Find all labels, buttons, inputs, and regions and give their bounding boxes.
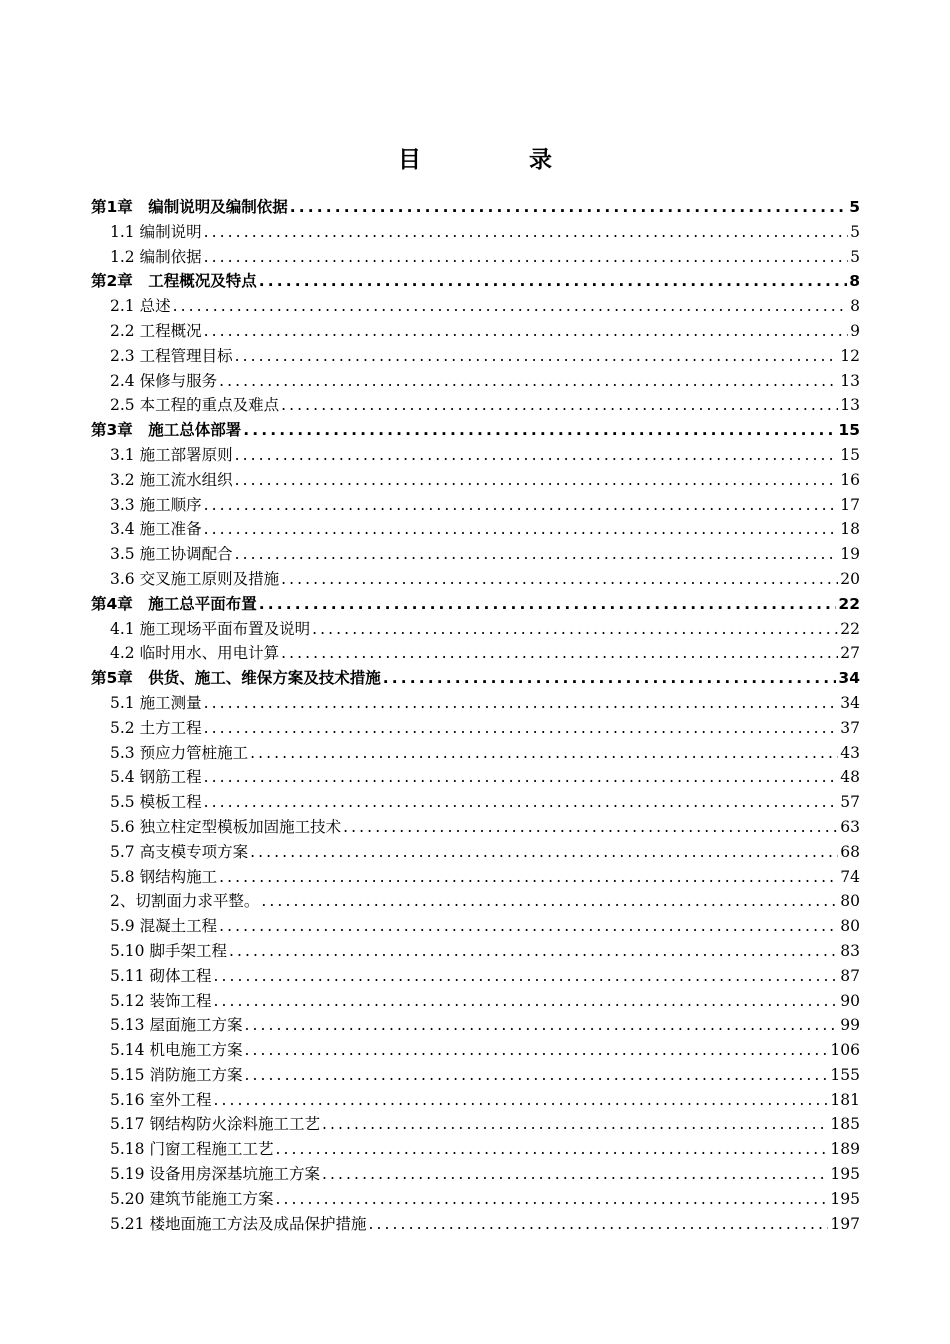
toc-page-number: 195 [830,1189,860,1208]
toc-dot-leader [312,617,838,642]
toc-page-number: 90 [840,991,860,1010]
toc-dot-leader [204,220,849,245]
toc-dot-leader [244,1063,828,1088]
toc-chapter-entry[interactable] [91,195,860,220]
toc-dot-leader [275,1187,828,1212]
toc-dot-leader [235,443,839,468]
toc-page-number: 12 [840,346,860,365]
toc-section-entry[interactable] [91,716,860,741]
toc-entry-title: 3.5 施工协调配合 [110,545,233,564]
toc-page-number: 197 [830,1214,860,1233]
toc-page-number: 34 [840,693,860,712]
toc-page-number: 5 [850,222,860,241]
toc-dot-leader [261,889,838,914]
toc-entry-title: 5.5 模板工程 [110,793,202,812]
toc-dot-leader [204,716,839,741]
toc-list [91,195,860,1236]
toc-entry-title: 5.20 建筑节能施工方案 [110,1189,274,1208]
toc-section-entry[interactable] [91,1088,860,1113]
toc-page-number: 80 [840,917,860,936]
toc-dot-leader [244,1038,828,1063]
toc-entry-title: 5.10 脚手架工程 [110,941,227,960]
toc-page-number: 185 [830,1115,860,1134]
toc-dot-leader [204,493,839,518]
toc-section-entry[interactable] [91,889,860,914]
toc-dot-leader [204,691,839,716]
toc-page-number: 57 [840,793,860,812]
toc-dot-leader [244,1013,838,1038]
toc-section-entry[interactable] [91,517,860,542]
toc-entry-title: 5.11 砌体工程 [110,966,212,985]
toc-section-entry[interactable] [91,344,860,369]
toc-page-number: 195 [830,1165,860,1184]
toc-entry-title: 4.2 临时用水、用电计算 [110,644,280,663]
toc-section-entry[interactable] [91,840,860,865]
toc-dot-leader [204,790,839,815]
toc-entry-title: 5.19 设备用房深基坑施工方案 [110,1165,320,1184]
toc-entry-title: 2.4 保修与服务 [110,371,218,390]
toc-section-entry[interactable] [91,641,860,666]
toc-entry-title: 5.1 施工测量 [110,693,202,712]
toc-entry-title: 第3章 施工总体部署 [91,421,242,440]
toc-section-entry[interactable] [91,294,860,319]
toc-entry-title: 5.7 高支模专项方案 [110,842,249,861]
toc-dot-leader [219,369,838,394]
toc-section-entry[interactable] [91,691,860,716]
toc-page-number: 83 [840,941,860,960]
toc-entry-title: 1.2 编制依据 [110,247,202,266]
toc-page-number: 68 [840,842,860,861]
toc-dot-leader [281,393,838,418]
toc-entry-title: 2.2 工程概况 [110,321,202,340]
toc-section-entry[interactable] [91,741,860,766]
toc-section-entry[interactable] [91,542,860,567]
toc-dot-leader [219,914,838,939]
toc-section-entry[interactable] [91,1112,860,1137]
toc-entry-title: 5.16 室外工程 [110,1090,212,1109]
toc-dot-leader [213,964,838,989]
toc-entry-title: 5.3 预应力管桩施工 [110,743,249,762]
toc-section-entry[interactable] [91,815,860,840]
toc-entry-title: 3.3 施工顺序 [110,495,202,514]
toc-entry-title: 5.9 混凝土工程 [110,917,218,936]
toc-entry-title: 2.1 总述 [110,297,171,316]
toc-section-entry[interactable] [91,865,860,890]
toc-entry-title: 2.5 本工程的重点及难点 [110,396,280,415]
toc-section-entry[interactable] [91,765,860,790]
toc-dot-leader [259,592,837,617]
toc-entry-title: 第2章 工程概况及特点 [91,272,257,291]
toc-page-number: 87 [840,966,860,985]
toc-page-number: 8 [849,272,860,291]
toc-section-entry[interactable] [91,245,860,270]
toc-dot-leader [383,666,837,691]
toc-section-entry[interactable] [91,493,860,518]
toc-page-number: 48 [840,768,860,787]
toc-dot-leader [275,1137,828,1162]
toc-section-entry[interactable] [91,1187,860,1212]
toc-page-number: 43 [840,743,860,762]
toc-section-entry[interactable] [91,443,860,468]
toc-entry-title: 第4章 施工总平面布置 [91,594,257,613]
toc-page-number: 181 [830,1090,860,1109]
toc-entry-title: 5.15 消防施工方案 [110,1065,243,1084]
toc-entry-title: 3.6 交叉施工原则及措施 [110,569,280,588]
toc-entry-title: 5.4 钢筋工程 [110,768,202,787]
toc-entry-title: 3.1 施工部署原则 [110,445,233,464]
toc-entry-title: 5.14 机电施工方案 [110,1041,243,1060]
toc-dot-leader [322,1162,828,1187]
toc-page-number: 16 [840,470,860,489]
toc-dot-leader [281,567,838,592]
toc-dot-leader [204,765,839,790]
toc-page-number: 106 [830,1041,860,1060]
toc-page-number: 20 [840,569,860,588]
toc-page-number: 22 [840,619,860,638]
toc-entry-title: 5.2 土方工程 [110,718,202,737]
toc-section-entry[interactable] [91,319,860,344]
toc-page-number: 22 [838,594,860,613]
toc-entry-title: 3.2 施工流水组织 [110,470,233,489]
toc-section-entry[interactable] [91,617,860,642]
toc-page-number: 17 [840,495,860,514]
toc-dot-leader [213,989,838,1014]
toc-dot-leader [229,939,838,964]
toc-dot-leader [250,741,838,766]
toc-entry-title: 3.4 施工准备 [110,520,202,539]
toc-section-entry[interactable] [91,393,860,418]
toc-page-number: 15 [840,445,860,464]
toc-page-number: 15 [838,421,860,440]
toc-title: 目 录 [397,147,602,173]
toc-chapter-entry[interactable] [91,269,860,294]
toc-dot-leader [235,468,839,493]
toc-entry-title: 5.17 钢结构防火涂料施工工艺 [110,1115,320,1134]
toc-entry-title: 4.1 施工现场平面布置及说明 [110,619,311,638]
toc-entry-title: 2、切割面力求平整。 [110,892,260,911]
toc-entry-title: 5.6 独立柱定型模板加固施工技术 [110,817,342,836]
toc-page-number: 27 [840,644,860,663]
toc-section-entry[interactable] [91,964,860,989]
toc-section-entry[interactable] [91,1063,860,1088]
toc-section-entry[interactable] [91,468,860,493]
toc-dot-leader [204,245,849,270]
toc-page-number: 19 [840,545,860,564]
toc-entry-title: 5.18 门窗工程施工工艺 [110,1140,274,1159]
toc-page-number: 63 [840,817,860,836]
toc-dot-leader [322,1112,828,1137]
toc-section-entry[interactable] [91,914,860,939]
toc-section-entry[interactable] [91,1162,860,1187]
toc-entry-title: 2.3 工程管理目标 [110,346,233,365]
toc-entry-title: 第5章 供货、施工、维保方案及技术措施 [91,669,381,688]
toc-page-number: 5 [850,247,860,266]
toc-section-entry[interactable] [91,1137,860,1162]
toc-page-number: 80 [840,892,860,911]
toc-section-entry[interactable] [91,790,860,815]
toc-section-entry[interactable] [91,1212,860,1237]
toc-chapter-entry[interactable] [91,418,860,443]
toc-chapter-entry[interactable] [91,592,860,617]
toc-page-number: 18 [840,520,860,539]
toc-page-number: 13 [840,396,860,415]
toc-dot-leader [259,269,847,294]
toc-page-number: 9 [850,321,860,340]
toc-dot-leader [219,865,838,890]
toc-dot-leader [368,1212,828,1237]
toc-section-entry[interactable] [91,989,860,1014]
toc-dot-leader [173,294,849,319]
toc-page-number: 189 [830,1140,860,1159]
toc-dot-leader [235,344,839,369]
toc-entry-title: 5.8 钢结构施工 [110,867,218,886]
toc-section-entry[interactable] [91,1038,860,1063]
toc-page-number: 37 [840,718,860,737]
toc-entry-title: 5.13 屋面施工方案 [110,1016,243,1035]
toc-section-entry[interactable] [91,369,860,394]
toc-dot-leader [204,319,849,344]
toc-entry-title: 1.1 编制说明 [110,222,202,241]
toc-entry-title: 第1章 编制说明及编制依据 [91,198,288,216]
toc-page-number: 99 [840,1016,860,1035]
toc-dot-leader [343,815,838,840]
toc-chapter-entry[interactable] [91,666,860,691]
toc-dot-leader [290,195,847,220]
toc-page-number: 34 [838,669,860,688]
toc-section-entry[interactable] [91,220,860,245]
toc-dot-leader [281,641,838,666]
toc-page-number: 8 [850,297,860,316]
toc-section-entry[interactable] [91,567,860,592]
toc-dot-leader [243,418,836,443]
toc-section-entry[interactable] [91,1013,860,1038]
toc-dot-leader [235,542,839,567]
toc-page-number: 74 [840,867,860,886]
toc-page-number: 13 [840,371,860,390]
toc-page-number: 155 [830,1065,860,1084]
toc-entry-title: 5.21 楼地面施工方法及成品保护措施 [110,1214,367,1233]
toc-section-entry[interactable] [91,939,860,964]
toc-page-number: 5 [849,198,860,216]
toc-dot-leader [250,840,838,865]
toc-entry-title: 5.12 装饰工程 [110,991,212,1010]
toc-dot-leader [204,517,839,542]
toc-dot-leader [213,1088,828,1113]
